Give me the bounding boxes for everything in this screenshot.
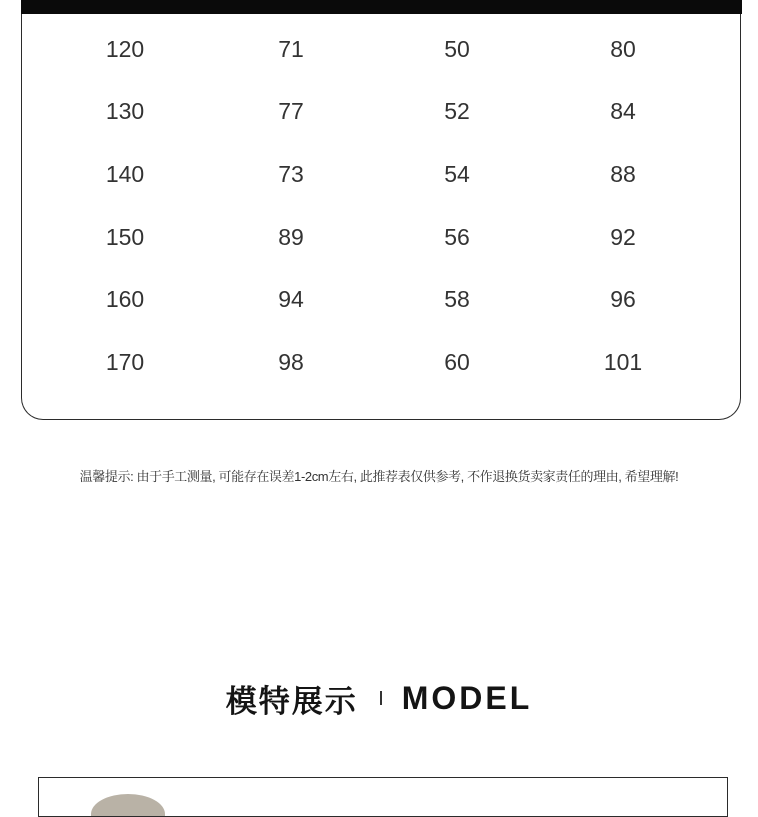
- table-cell: 92: [610, 223, 636, 250]
- table-cell: 84: [610, 98, 636, 125]
- table-cell: 96: [610, 286, 636, 313]
- table-cell: 56: [444, 223, 470, 250]
- table-cell: 73: [278, 160, 304, 187]
- table-row: [22, 81, 740, 144]
- table-cell: 101: [603, 348, 643, 375]
- table-row: [22, 268, 740, 331]
- table-cell: 77: [278, 98, 304, 125]
- table-cell: 150: [105, 223, 145, 250]
- table-header-bar: [21, 0, 742, 14]
- table-cell: 120: [105, 35, 145, 62]
- table-cell: 52: [444, 98, 470, 125]
- table-cell: 160: [105, 286, 145, 313]
- section-title-chinese: 模特展示: [225, 683, 358, 720]
- table-cell: 94: [278, 286, 304, 313]
- title-divider: [380, 691, 382, 705]
- table-cell: 170: [105, 348, 145, 375]
- table-cell: 80: [610, 35, 636, 62]
- table-cell: 71: [278, 35, 304, 62]
- table-row: [22, 18, 740, 81]
- table-cell: 98: [278, 348, 304, 375]
- table-body: [22, 18, 740, 394]
- table-cell: 88: [610, 160, 636, 187]
- model-photo-frame: [38, 777, 728, 817]
- model-section-title: [0, 676, 758, 720]
- table-cell: 58: [444, 286, 470, 313]
- table-cell: 54: [444, 160, 470, 187]
- size-table: [21, 0, 741, 420]
- section-title-english: MODEL: [401, 679, 533, 716]
- table-row: [22, 206, 740, 269]
- table-row: [22, 331, 740, 394]
- table-cell: 89: [278, 223, 304, 250]
- table-cell: 130: [105, 98, 145, 125]
- table-cell: 140: [105, 160, 145, 187]
- table-cell: 60: [444, 348, 470, 375]
- table-row: [22, 143, 740, 206]
- measurement-notice: 温馨提示: 由于手工测量, 可能存在误差1-2cm左右, 此推荐表仅供参考, 不作退换货卖家责任的理由, 希望理解!: [79, 469, 679, 484]
- model-photo: [91, 794, 165, 817]
- table-cell: 50: [444, 35, 470, 62]
